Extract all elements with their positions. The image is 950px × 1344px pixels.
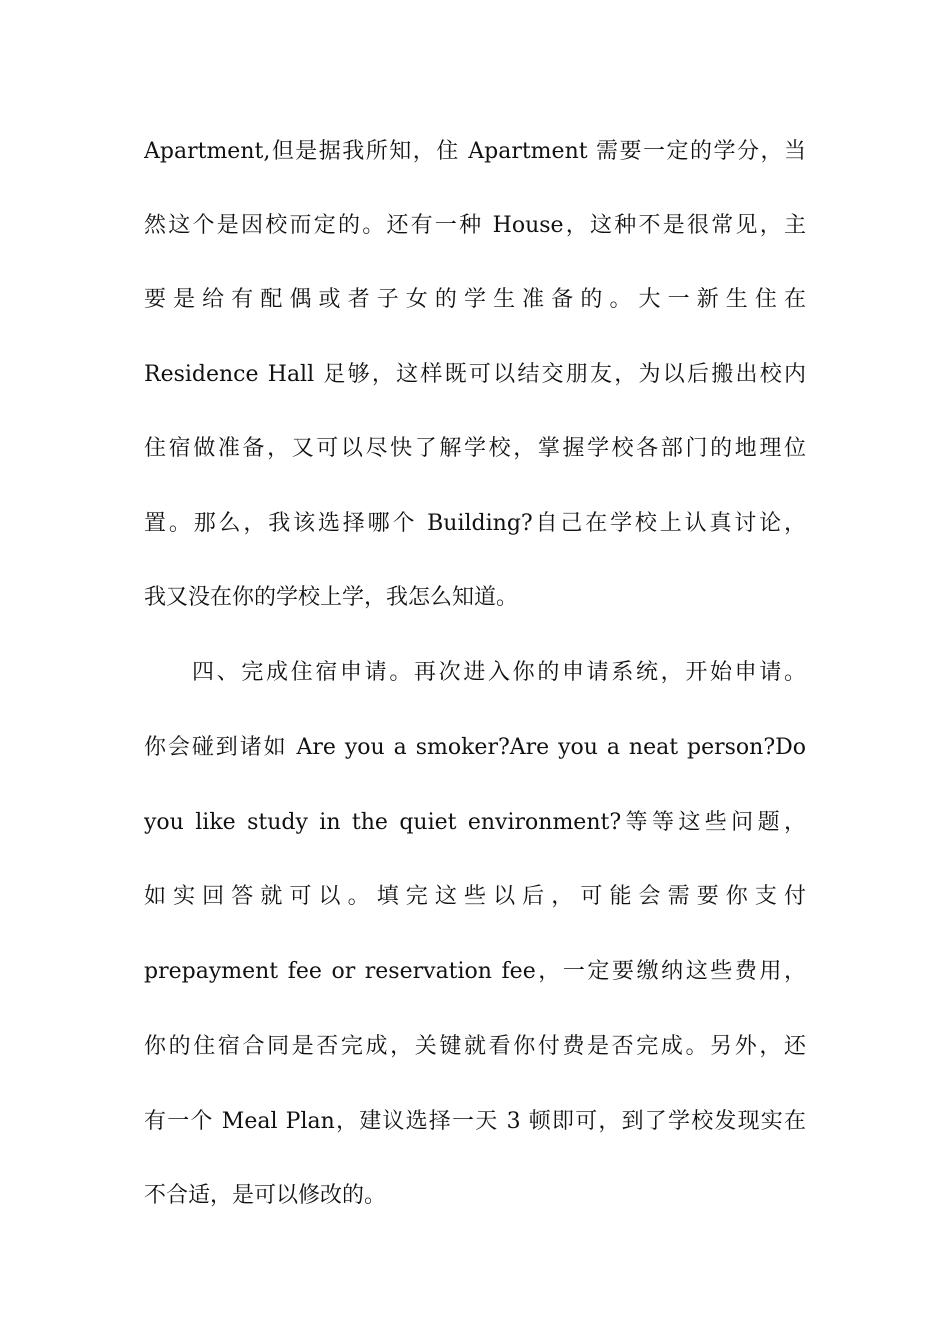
paragraph-line: 如实回答就可以。填完这些以后，可能会需要你支付 [144,884,806,909]
paragraph-line: 你的住宿合同是否完成，关键就看你付费是否完成。另外，还 [144,1034,806,1059]
paragraph-line: 然这个是因校而定的。还有一种 House，这种不是很常见，主 [144,213,806,238]
section-heading-line: 四、完成住宿申请。再次进入你的申请系统，开始申请。 [192,660,806,685]
paragraph-line: you like study in the quiet environment?等等这些问题， [144,810,806,835]
paragraph-line: 要是给有配偶或者子女的学生准备的。大一新生住在 [144,287,806,312]
paragraph-line: 置。那么，我该选择哪个 Building?自己在学校上认真讨论， [144,511,806,536]
paragraph-line: 有一个 Meal Plan，建议选择一天 3 顿即可，到了学校发现实在 [144,1109,806,1134]
paragraph-line: 不合适，是可以修改的。 [144,1183,387,1208]
paragraph-line: Residence Hall 足够，这样既可以结交朋友，为以后搬出校内 [144,362,806,387]
paragraph-line: 住宿做准备，又可以尽快了解学校，掌握学校各部门的地理位 [144,436,806,461]
paragraph-line: Apartment,但是据我所知，住 Apartment 需要一定的学分，当 [144,139,806,164]
paragraph-line: 我又没在你的学校上学，我怎么知道。 [144,585,519,610]
paragraph-line: 你会碰到诸如 Are you a smoker?Are you a neat person?Do [144,735,806,760]
paragraph-line: prepayment fee or reservation fee，一定要缴纳这些费用， [144,959,806,984]
